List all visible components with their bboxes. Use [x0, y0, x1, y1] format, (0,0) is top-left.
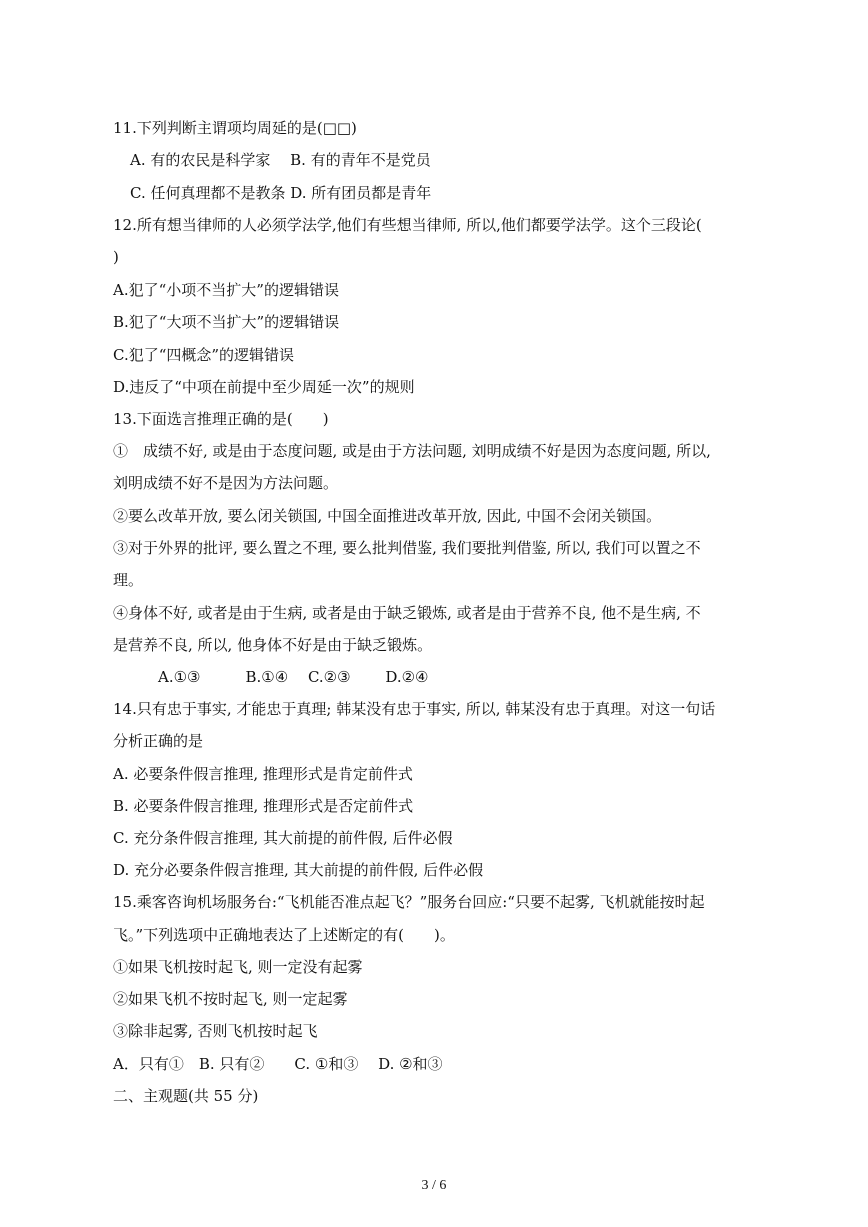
q12-option-b: B.犯了“大项不当扩大”的逻辑错误: [113, 313, 340, 331]
q15-stem-line1: 15.乘客咨询机场服务台:“飞机能否准点起飞？”服务台回应:“只要不起雾, 飞机就能按时起: [113, 893, 705, 911]
q12-option-a: A.犯了“小项不当扩大”的逻辑错误: [113, 281, 339, 299]
q12-stem-line2: ): [113, 248, 119, 266]
q12-stem-line1: 12.所有想当律师的人必须学法学,他们有些想当律师, 所以,他们都要学法学。这个三段论(: [113, 216, 702, 234]
page-number: 3 / 6: [421, 1178, 447, 1193]
q11-options-ab: A. 有的农民是科学家 B. 有的青年不是党员: [130, 151, 431, 169]
q14-stem-line2: 分析正确的是: [113, 732, 204, 750]
q11-stem: 11.下列判断主谓项均周延的是(□□): [113, 119, 357, 137]
q13-item3-line1: ③对于外界的批评, 要么置之不理, 要么批判借鉴, 我们要批判借鉴, 所以, 我们可以置之不: [113, 539, 701, 557]
q14-option-a: A. 必要条件假言推理, 推理形式是肯定前件式: [113, 765, 413, 783]
section2-heading: 二、主观题(共 55 分): [113, 1087, 259, 1105]
q13-item1-line1: ① 成绩不好, 或是由于态度问题, 或是由于方法问题, 刘明成绩不好是因为态度问题, 所以,: [113, 442, 711, 460]
q15-options: A．只有① B. 只有② C. ①和③ D. ②和③: [113, 1055, 443, 1073]
q13-item2: ②要么改革开放, 要么闭关锁国, 中国全面推进改革开放, 因此, 中国不会闭关锁国。: [113, 507, 662, 525]
q15-item1: ①如果飞机按时起飞, 则一定没有起雾: [113, 958, 363, 976]
q14-stem-line1: 14.只有忠于事实, 才能忠于真理; 韩某没有忠于事实, 所以, 韩某没有忠于真理。对这一句话: [113, 700, 716, 718]
q13-options: A.①③ B.①④ C.②③ D.②④: [158, 668, 429, 686]
q12-option-c: C.犯了“四概念”的逻辑错误: [113, 346, 295, 364]
q11-options-cd: C. 任何真理都不是教条 D. 所有团员都是青年: [130, 184, 432, 202]
q15-item3: ③除非起雾, 否则飞机按时起飞: [113, 1022, 318, 1040]
q13-item1-line2: 刘明成绩不好不是因为方法问题。: [113, 474, 339, 492]
q15-item2: ②如果飞机不按时起飞, 则一定起雾: [113, 990, 348, 1008]
q13-item3-line2: 理。: [113, 571, 144, 589]
q15-stem-line2: 飞。”下列选项中正确地表达了上述断定的有( )。: [113, 926, 455, 944]
q13-item4-line2: 是营养不良, 所以, 他身体不好是由于缺乏锻炼。: [113, 636, 433, 654]
q12-option-d: D.违反了“中项在前提中至少周延一次”的规则: [113, 378, 415, 396]
q14-option-d: D. 充分必要条件假言推理, 其大前提的前件假, 后件必假: [113, 861, 484, 879]
q14-option-c: C. 充分条件假言推理, 其大前提的前件假, 后件必假: [113, 829, 453, 847]
q13-stem: 13.下面选言推理正确的是( ): [113, 410, 329, 428]
q14-option-b: B. 必要条件假言推理, 推理形式是否定前件式: [113, 797, 414, 815]
q13-item4-line1: ④身体不好, 或者是由于生病, 或者是由于缺乏锻炼, 或者是由于营养不良, 他不是生病, 不: [113, 604, 701, 622]
